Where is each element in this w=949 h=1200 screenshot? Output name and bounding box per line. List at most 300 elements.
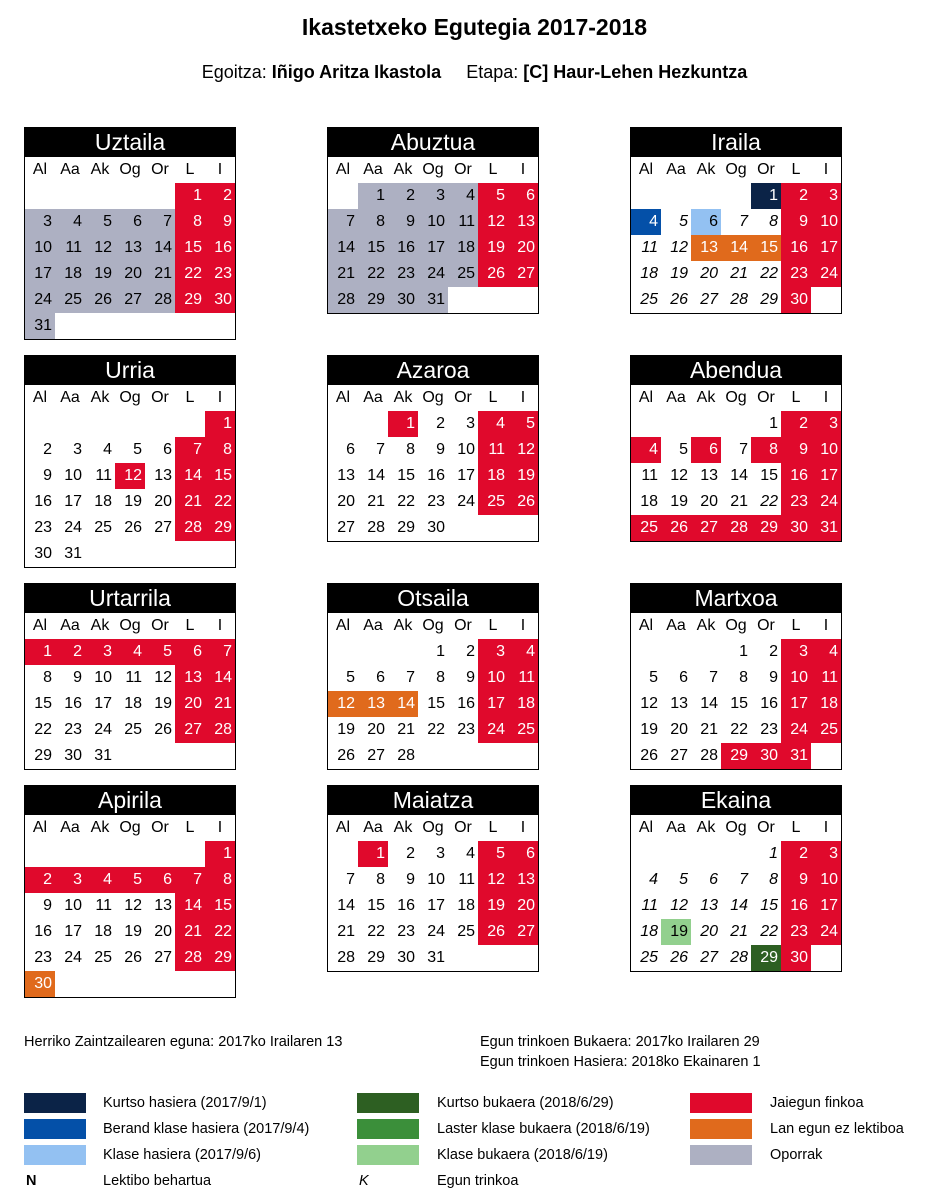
day-cell: 28 (145, 287, 175, 313)
day-cell: 28 (700, 747, 718, 764)
empty-day-cell (25, 411, 55, 437)
day-cell: 3 (811, 841, 841, 867)
day-cell: 19 (85, 261, 115, 287)
day-cell: 29 (751, 515, 781, 541)
month-urtarrila (24, 583, 236, 770)
day-cell: 12 (328, 691, 358, 717)
day-cell: 2 (43, 441, 52, 458)
day-cell: 13 (691, 235, 721, 261)
empty-day-cell (691, 183, 721, 209)
weekday-header (328, 613, 538, 639)
weekday-label: Or (151, 617, 169, 634)
empty-day-cell (145, 411, 175, 437)
empty-day-cell (508, 515, 538, 541)
day-cell: 5 (679, 213, 688, 230)
legend-label-laster-klase-bukaera: Laster klase bukaera (2018/6/19) (437, 1121, 650, 1137)
weekday-label: Ak (696, 161, 716, 178)
week-row (631, 945, 841, 971)
empty-day-cell (85, 313, 115, 339)
day-cell: 19 (670, 265, 688, 282)
day-cell: 3 (73, 441, 82, 458)
day-cell: 28 (397, 747, 415, 764)
day-cell: 11 (508, 665, 538, 691)
week-row (631, 209, 841, 235)
month-days-grid (24, 157, 236, 340)
empty-day-cell (145, 313, 175, 339)
day-cell: 13 (358, 691, 388, 717)
weekday-label: Aa (60, 161, 80, 178)
empty-day-cell (631, 639, 661, 665)
weekday-label: Al (32, 161, 48, 178)
week-row (25, 743, 235, 769)
week-row (328, 411, 538, 437)
weekday-label: I (217, 819, 223, 836)
day-cell: 13 (154, 467, 172, 484)
day-cell: 23 (427, 493, 445, 510)
weekday-label: Al (638, 617, 654, 634)
week-row (328, 665, 538, 691)
day-cell: 8 (436, 669, 445, 686)
empty-day-cell (85, 971, 115, 997)
month-martxoa (630, 583, 842, 770)
day-cell: 15 (427, 695, 445, 712)
week-row (25, 209, 235, 235)
week-row (631, 235, 841, 261)
weekday-label: Aa (666, 819, 686, 836)
day-cell: 14 (388, 691, 418, 717)
month-title: Ekaina (630, 785, 842, 815)
day-cell: 3 (781, 639, 811, 665)
week-row (328, 841, 538, 867)
day-cell: 16 (34, 493, 52, 510)
empty-day-cell (205, 541, 235, 567)
day-cell: 17 (64, 923, 82, 940)
legend-n-symbol: N (26, 1173, 37, 1189)
day-cell: 10 (811, 209, 841, 235)
day-cell: 27 (367, 747, 385, 764)
day-cell: 7 (739, 213, 748, 230)
empty-day-cell (145, 541, 175, 567)
weekday-label: I (520, 389, 526, 406)
day-cell: 5 (85, 209, 115, 235)
day-cell: 18 (448, 235, 478, 261)
day-cell: 14 (367, 467, 385, 484)
week-row (25, 411, 235, 437)
week-row (631, 639, 841, 665)
weekday-label: Aa (60, 819, 80, 836)
empty-day-cell (175, 541, 205, 567)
weekday-label: Al (335, 819, 351, 836)
day-cell: 6 (145, 867, 175, 893)
day-cell: 29 (358, 287, 388, 313)
day-cell: 21 (367, 493, 385, 510)
month-ekaina (630, 785, 842, 972)
weekday-label: Ak (696, 389, 716, 406)
day-cell: 20 (508, 893, 538, 919)
day-cell: 7 (709, 669, 718, 686)
legend-swatch-berand-klase-hasiera (24, 1119, 86, 1139)
day-cell: 8 (205, 867, 235, 893)
weekday-label: Or (757, 161, 775, 178)
day-cell: 6 (508, 183, 538, 209)
empty-day-cell (478, 515, 508, 541)
day-cell: 2 (25, 867, 55, 893)
empty-day-cell (448, 515, 478, 541)
week-row (328, 867, 538, 893)
day-cell: 2 (406, 845, 415, 862)
page-subtitle (0, 62, 949, 83)
day-cell: 22 (205, 919, 235, 945)
week-row (631, 437, 841, 463)
day-cell: 23 (781, 261, 811, 287)
week-row (25, 893, 235, 919)
day-cell: 5 (679, 441, 688, 458)
weekday-label: Og (725, 819, 747, 836)
day-cell: 27 (700, 949, 718, 966)
empty-day-cell (175, 971, 205, 997)
day-cell: 14 (730, 897, 748, 914)
day-cell: 14 (205, 665, 235, 691)
weekday-label: Or (151, 819, 169, 836)
day-cell: 28 (721, 515, 751, 541)
month-title: Martxoa (630, 583, 842, 613)
day-cell: 4 (103, 441, 112, 458)
month-abendua (630, 355, 842, 542)
week-row (328, 209, 538, 235)
day-cell: 22 (760, 493, 778, 510)
day-cell: 20 (508, 235, 538, 261)
day-cell: 14 (730, 467, 748, 484)
day-cell: 12 (124, 897, 142, 914)
day-cell: 7 (739, 871, 748, 888)
day-cell: 21 (397, 721, 415, 738)
weekday-header (631, 613, 841, 639)
day-cell: 1 (751, 183, 781, 209)
day-cell: 9 (205, 209, 235, 235)
day-cell: 30 (205, 287, 235, 313)
day-cell: 16 (427, 467, 445, 484)
day-cell: 31 (781, 743, 811, 769)
empty-day-cell (25, 183, 55, 209)
day-cell: 19 (478, 235, 508, 261)
week-row (25, 183, 235, 209)
empty-day-cell (115, 183, 145, 209)
day-cell: 20 (154, 493, 172, 510)
weekday-label: Og (725, 389, 747, 406)
day-cell: 18 (94, 493, 112, 510)
week-row (328, 287, 538, 313)
note-herriko-zaintzailea: Herriko Zaintzailearen eguna: 2017ko Irailaren 13 (24, 1034, 343, 1050)
week-row (328, 183, 538, 209)
weekday-label: Aa (666, 389, 686, 406)
day-cell: 21 (337, 923, 355, 940)
month-title: Urria (24, 355, 236, 385)
empty-day-cell (508, 287, 538, 313)
day-cell: 26 (508, 489, 538, 515)
legend-swatch-klase-bukaera (357, 1145, 419, 1165)
weekday-label: Og (119, 389, 141, 406)
week-row (25, 261, 235, 287)
day-cell: 17 (811, 463, 841, 489)
day-cell: 2 (436, 415, 445, 432)
legend-swatch-klase-hasiera (24, 1145, 86, 1165)
week-row (328, 639, 538, 665)
empty-day-cell (115, 743, 145, 769)
day-cell: 1 (25, 639, 55, 665)
empty-day-cell (55, 971, 85, 997)
week-row (328, 893, 538, 919)
weekday-label: Aa (363, 617, 383, 634)
day-cell: 4 (508, 639, 538, 665)
day-cell: 10 (94, 669, 112, 686)
empty-day-cell (85, 183, 115, 209)
day-cell: 10 (25, 235, 55, 261)
day-cell: 15 (358, 235, 388, 261)
weekday-header (631, 815, 841, 841)
day-cell: 27 (337, 519, 355, 536)
empty-day-cell (721, 183, 751, 209)
empty-day-cell (418, 743, 448, 769)
day-cell: 16 (397, 897, 415, 914)
weekday-label: Ak (393, 617, 413, 634)
month-uztaila (24, 127, 236, 340)
legend-n-label: Lektibo behartua (103, 1173, 212, 1189)
legend-swatch-lan-egun-ez-lektiboa (690, 1119, 752, 1139)
day-cell: 9 (781, 437, 811, 463)
day-cell: 22 (427, 721, 445, 738)
day-cell: 15 (760, 897, 778, 914)
week-row (328, 261, 538, 287)
empty-day-cell (115, 541, 145, 567)
weekday-label: Al (638, 161, 654, 178)
day-cell: 15 (730, 695, 748, 712)
etapa-label: Etapa: (466, 62, 519, 82)
week-row (631, 261, 841, 287)
day-cell: 13 (508, 209, 538, 235)
day-cell: 22 (397, 493, 415, 510)
week-row (328, 463, 538, 489)
week-row (631, 463, 841, 489)
empty-day-cell (115, 841, 145, 867)
day-cell: 26 (337, 747, 355, 764)
day-cell: 30 (781, 515, 811, 541)
day-cell: 30 (751, 743, 781, 769)
weekday-label: L (791, 161, 801, 178)
month-maiatza (327, 785, 539, 972)
weekday-label: L (185, 389, 195, 406)
day-cell: 19 (478, 893, 508, 919)
day-cell: 9 (781, 209, 811, 235)
day-cell: 6 (691, 437, 721, 463)
day-cell: 17 (811, 235, 841, 261)
empty-day-cell (85, 541, 115, 567)
day-cell: 5 (115, 867, 145, 893)
week-row (25, 945, 235, 971)
day-cell: 21 (730, 493, 748, 510)
day-cell: 23 (397, 923, 415, 940)
empty-day-cell (448, 945, 478, 971)
week-row (25, 515, 235, 541)
day-cell: 27 (154, 949, 172, 966)
day-cell: 23 (34, 519, 52, 536)
weekday-header (631, 157, 841, 183)
legend-k-label: Egun trinkoa (437, 1173, 519, 1189)
day-cell: 18 (508, 691, 538, 717)
day-cell: 13 (115, 235, 145, 261)
day-cell: 7 (346, 871, 355, 888)
day-cell: 25 (94, 949, 112, 966)
legend-swatch-kurtso-hasiera (24, 1093, 86, 1113)
day-cell: 25 (640, 291, 658, 308)
week-row (328, 919, 538, 945)
day-cell: 9 (43, 897, 52, 914)
weekday-header (25, 157, 235, 183)
day-cell: 20 (115, 261, 145, 287)
day-cell: 2 (55, 639, 85, 665)
empty-day-cell (175, 313, 205, 339)
day-cell: 2 (781, 411, 811, 437)
day-cell: 28 (730, 291, 748, 308)
day-cell: 9 (466, 669, 475, 686)
day-cell: 19 (670, 493, 688, 510)
day-cell: 27 (670, 747, 688, 764)
day-cell: 26 (478, 919, 508, 945)
weekday-label: Al (335, 389, 351, 406)
day-cell: 2 (388, 183, 418, 209)
day-cell: 4 (811, 639, 841, 665)
day-cell: 8 (376, 871, 385, 888)
day-cell: 12 (478, 209, 508, 235)
empty-day-cell (691, 841, 721, 867)
weekday-label: Og (119, 617, 141, 634)
day-cell: 4 (631, 437, 661, 463)
egoitza-value: Iñigo Aritza Ikastola (271, 62, 442, 82)
weekday-header (328, 815, 538, 841)
day-cell: 21 (328, 261, 358, 287)
empty-day-cell (478, 945, 508, 971)
day-cell: 20 (700, 923, 718, 940)
empty-day-cell (691, 639, 721, 665)
day-cell: 1 (388, 411, 418, 437)
month-days-grid (327, 385, 539, 542)
day-cell: 29 (205, 515, 235, 541)
day-cell: 31 (25, 313, 55, 339)
week-row (328, 691, 538, 717)
day-cell: 7 (145, 209, 175, 235)
day-cell: 18 (124, 695, 142, 712)
day-cell: 22 (760, 923, 778, 940)
empty-day-cell (205, 971, 235, 997)
day-cell: 13 (154, 897, 172, 914)
day-cell: 23 (388, 261, 418, 287)
week-row (631, 287, 841, 313)
day-cell: 22 (205, 489, 235, 515)
day-cell: 15 (751, 235, 781, 261)
day-cell: 7 (175, 437, 205, 463)
day-cell: 13 (670, 695, 688, 712)
day-cell: 31 (427, 949, 445, 966)
month-title: Urtarrila (24, 583, 236, 613)
day-cell: 9 (388, 209, 418, 235)
day-cell: 5 (679, 871, 688, 888)
day-cell: 13 (337, 467, 355, 484)
day-cell: 12 (670, 467, 688, 484)
day-cell: 22 (760, 265, 778, 282)
day-cell: 18 (478, 463, 508, 489)
day-cell: 20 (337, 493, 355, 510)
day-cell: 19 (661, 919, 691, 945)
day-cell: 11 (95, 897, 112, 914)
day-cell: 3 (466, 415, 475, 432)
weekday-label: L (185, 617, 195, 634)
day-cell: 10 (478, 665, 508, 691)
legend-label-klase-hasiera: Klase hasiera (2017/9/6) (103, 1147, 261, 1163)
day-cell: 4 (85, 867, 115, 893)
weekday-label: Al (335, 161, 351, 178)
day-cell: 18 (55, 261, 85, 287)
week-row (25, 313, 235, 339)
day-cell: 22 (367, 923, 385, 940)
day-cell: 18 (457, 897, 475, 914)
day-cell: 12 (670, 239, 688, 256)
weekday-label: L (791, 617, 801, 634)
day-cell: 1 (769, 415, 778, 432)
day-cell: 21 (175, 919, 205, 945)
day-cell: 25 (448, 261, 478, 287)
day-cell: 10 (811, 437, 841, 463)
day-cell: 30 (781, 945, 811, 971)
day-cell: 6 (175, 639, 205, 665)
empty-day-cell (25, 841, 55, 867)
day-cell: 17 (418, 235, 448, 261)
day-cell: 13 (508, 867, 538, 893)
legend-swatch-jaiegun-finkoa (690, 1093, 752, 1113)
day-cell: 2 (781, 183, 811, 209)
day-cell: 28 (730, 949, 748, 966)
day-cell: 12 (115, 463, 145, 489)
month-days-grid (24, 385, 236, 568)
day-cell: 6 (376, 669, 385, 686)
day-cell: 26 (478, 261, 508, 287)
week-row (328, 717, 538, 743)
day-cell: 15 (34, 695, 52, 712)
page-title: Ikastetxeko Egutegia 2017-2018 (301, 14, 648, 40)
weekday-label: L (791, 389, 801, 406)
empty-day-cell (691, 411, 721, 437)
day-cell: 19 (337, 721, 355, 738)
day-cell: 22 (175, 261, 205, 287)
weekday-label: Aa (666, 617, 686, 634)
day-cell: 4 (478, 411, 508, 437)
day-cell: 8 (751, 437, 781, 463)
week-row (25, 437, 235, 463)
weekday-label: Or (454, 617, 472, 634)
day-cell: 11 (641, 239, 658, 256)
day-cell: 20 (367, 721, 385, 738)
day-cell: 17 (427, 897, 445, 914)
day-cell: 20 (700, 493, 718, 510)
day-cell: 29 (205, 945, 235, 971)
day-cell: 10 (64, 467, 82, 484)
empty-day-cell (661, 183, 691, 209)
day-cell: 12 (670, 897, 688, 914)
day-cell: 27 (115, 287, 145, 313)
day-cell: 30 (397, 949, 415, 966)
empty-day-cell (205, 743, 235, 769)
week-row (631, 867, 841, 893)
weekday-label: Ak (393, 161, 413, 178)
day-cell: 19 (124, 493, 142, 510)
